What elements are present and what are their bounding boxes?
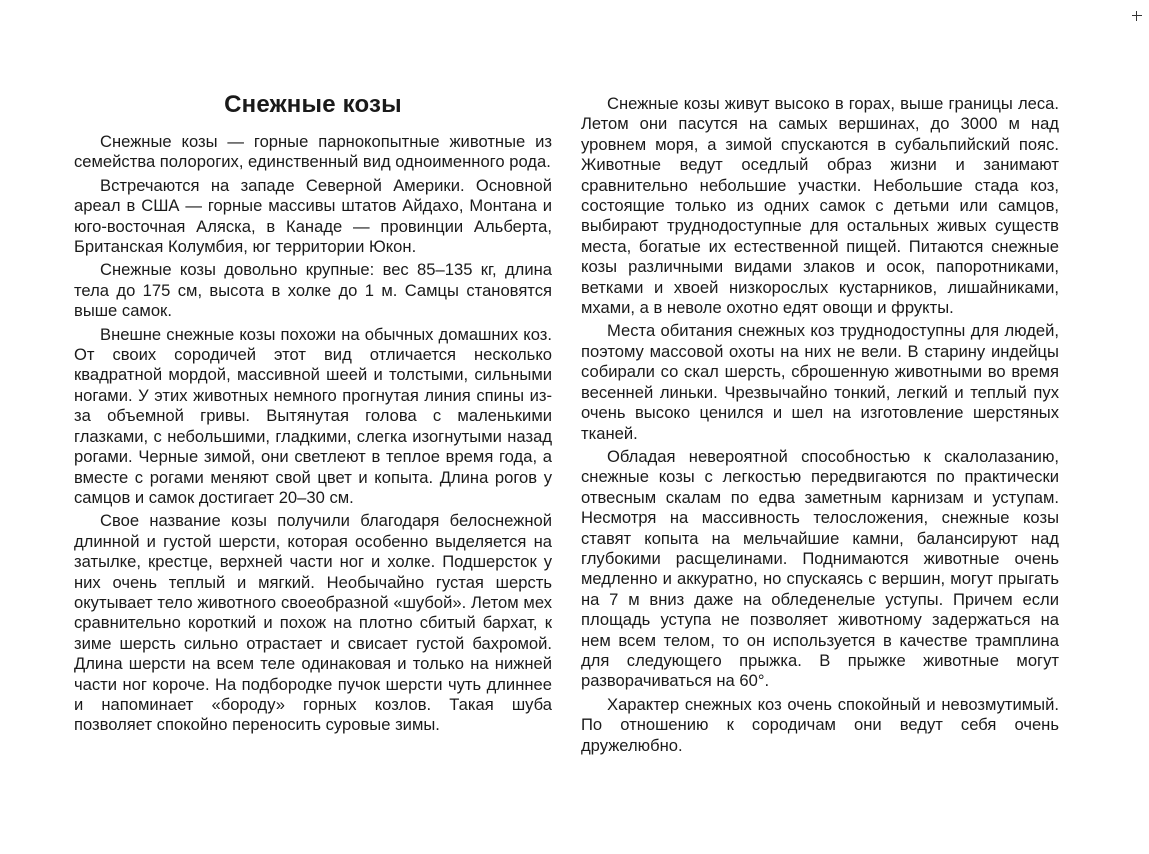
paragraph: Снежные козы довольно крупные: вес 85–135 кг, длина тела до 175 см, высота в холке до 1 м. Самцы становятся выше самок. xyxy=(74,260,552,321)
paragraph: Внешне снежные козы похожи на обычных домашних коз. От своих сородичей этот вид отличается несколько квадратной мордой, массивной шеей и толстыми, сильными ногами. У этих животных немного прогнутая линия спины из-за объемной гривы. Вытянутая голова с маленькими глазками, с небольшими, гладкими, слегка изогнутыми назад рогами. Черные зимой, они светлеют в теплое время года, а вместе с рогами меняют свой цвет и копыта. Длина рогов у самцов и самок достигает 20–30 см. xyxy=(74,324,552,507)
crop-mark-icon xyxy=(1132,11,1142,21)
paragraph: Встречаются на западе Северной Америки. Основной ареал в США — горные массивы штатов Айдахо, Монтана и юго-восточная Аляска, в Канаде — провинции Альберта, Британская Колумбия, юг территории Юкон. xyxy=(74,175,552,257)
paragraph: Снежные козы живут высоко в горах, выше границы леса. Летом они пасутся на самых вершинах, до 3000 м над уровнем моря, а зимой спускаются в субальпийский пояс. Животные ведут оседлый образ жизни и занимают сравнительно небольшие участки. Небольшие стада коз, состоящие только из одних самок с детьми или самцов, выбирают труднодоступные для остальных живых существ места, богатые их естественной пищей. Питаются снежные козы различными видами злаков и осок, папоротниками, ветками и хвоей низкорослых кустарников, лишайниками, мхами, а в неволе охотно едят овощи и фрукты. xyxy=(581,94,1059,318)
left-column xyxy=(74,90,552,739)
paragraph: Снежные козы — горные парнокопытные животные из семейства полорогих, единственный вид одноименного рода. xyxy=(74,132,552,172)
article-title: Снежные козы xyxy=(224,91,402,118)
paragraph: Свое название козы получили благодаря белоснежной длинной и густой шерсти, которая особенно выделяется на затылке, крестце, верхней части ног и холке. Подшерсток у них очень теплый и мягкий. Необычайно густая шерсть окутывает тело животного своеобразной «шубой». Летом мех сравнительно короткий и похож на плотно сбитый бархат, к зиме шерсть сильно отрастает и свисает густой бахромой. Длина шерсти на всем теле одинаковая и только на нижней части ног короче. На подбородке пучок шерсти чуть длиннее и напоминает «бороду» горных козлов. Такая шуба позволяет спокойно переносить суровые зимы. xyxy=(74,511,552,735)
paragraph: Характер снежных коз очень спокойный и невозмутимый. По отношению к сородичам они ведут себя очень дружелюбно. xyxy=(581,694,1059,755)
paragraph: Обладая невероятной способностью к скалолазанию, снежные козы с легкостью передвигаются по практически отвесным скалам по едва заметным карнизам и уступам. Несмотря на массивность телосложения, снежные козы ставят копыта на мельчайшие камни, балансируют над глубокими расщелинами. Поднимаются животные очень медленно и аккуратно, но спускаясь с вершин, могут прыгать на 7 м вниз даже на обледенелые уступы. Причем если площадь уступа не позволяет животному задержаться на нем всем телом, то он используется в качестве трамплина для следующего прыжка. В прыжке животные могут разворачиваться на 60°. xyxy=(581,446,1059,691)
paragraph: Места обитания снежных коз труднодоступны для людей, поэтому массовой охоты на них не вели. В старину индейцы собирали со скал шерсть, сброшенную животными во время весенней линьки. Чрезвычайно тонкий, легкий и теплый пух очень высоко ценился и шел на изготовление шерстяных тканей. xyxy=(581,321,1059,443)
right-column xyxy=(581,94,1059,759)
